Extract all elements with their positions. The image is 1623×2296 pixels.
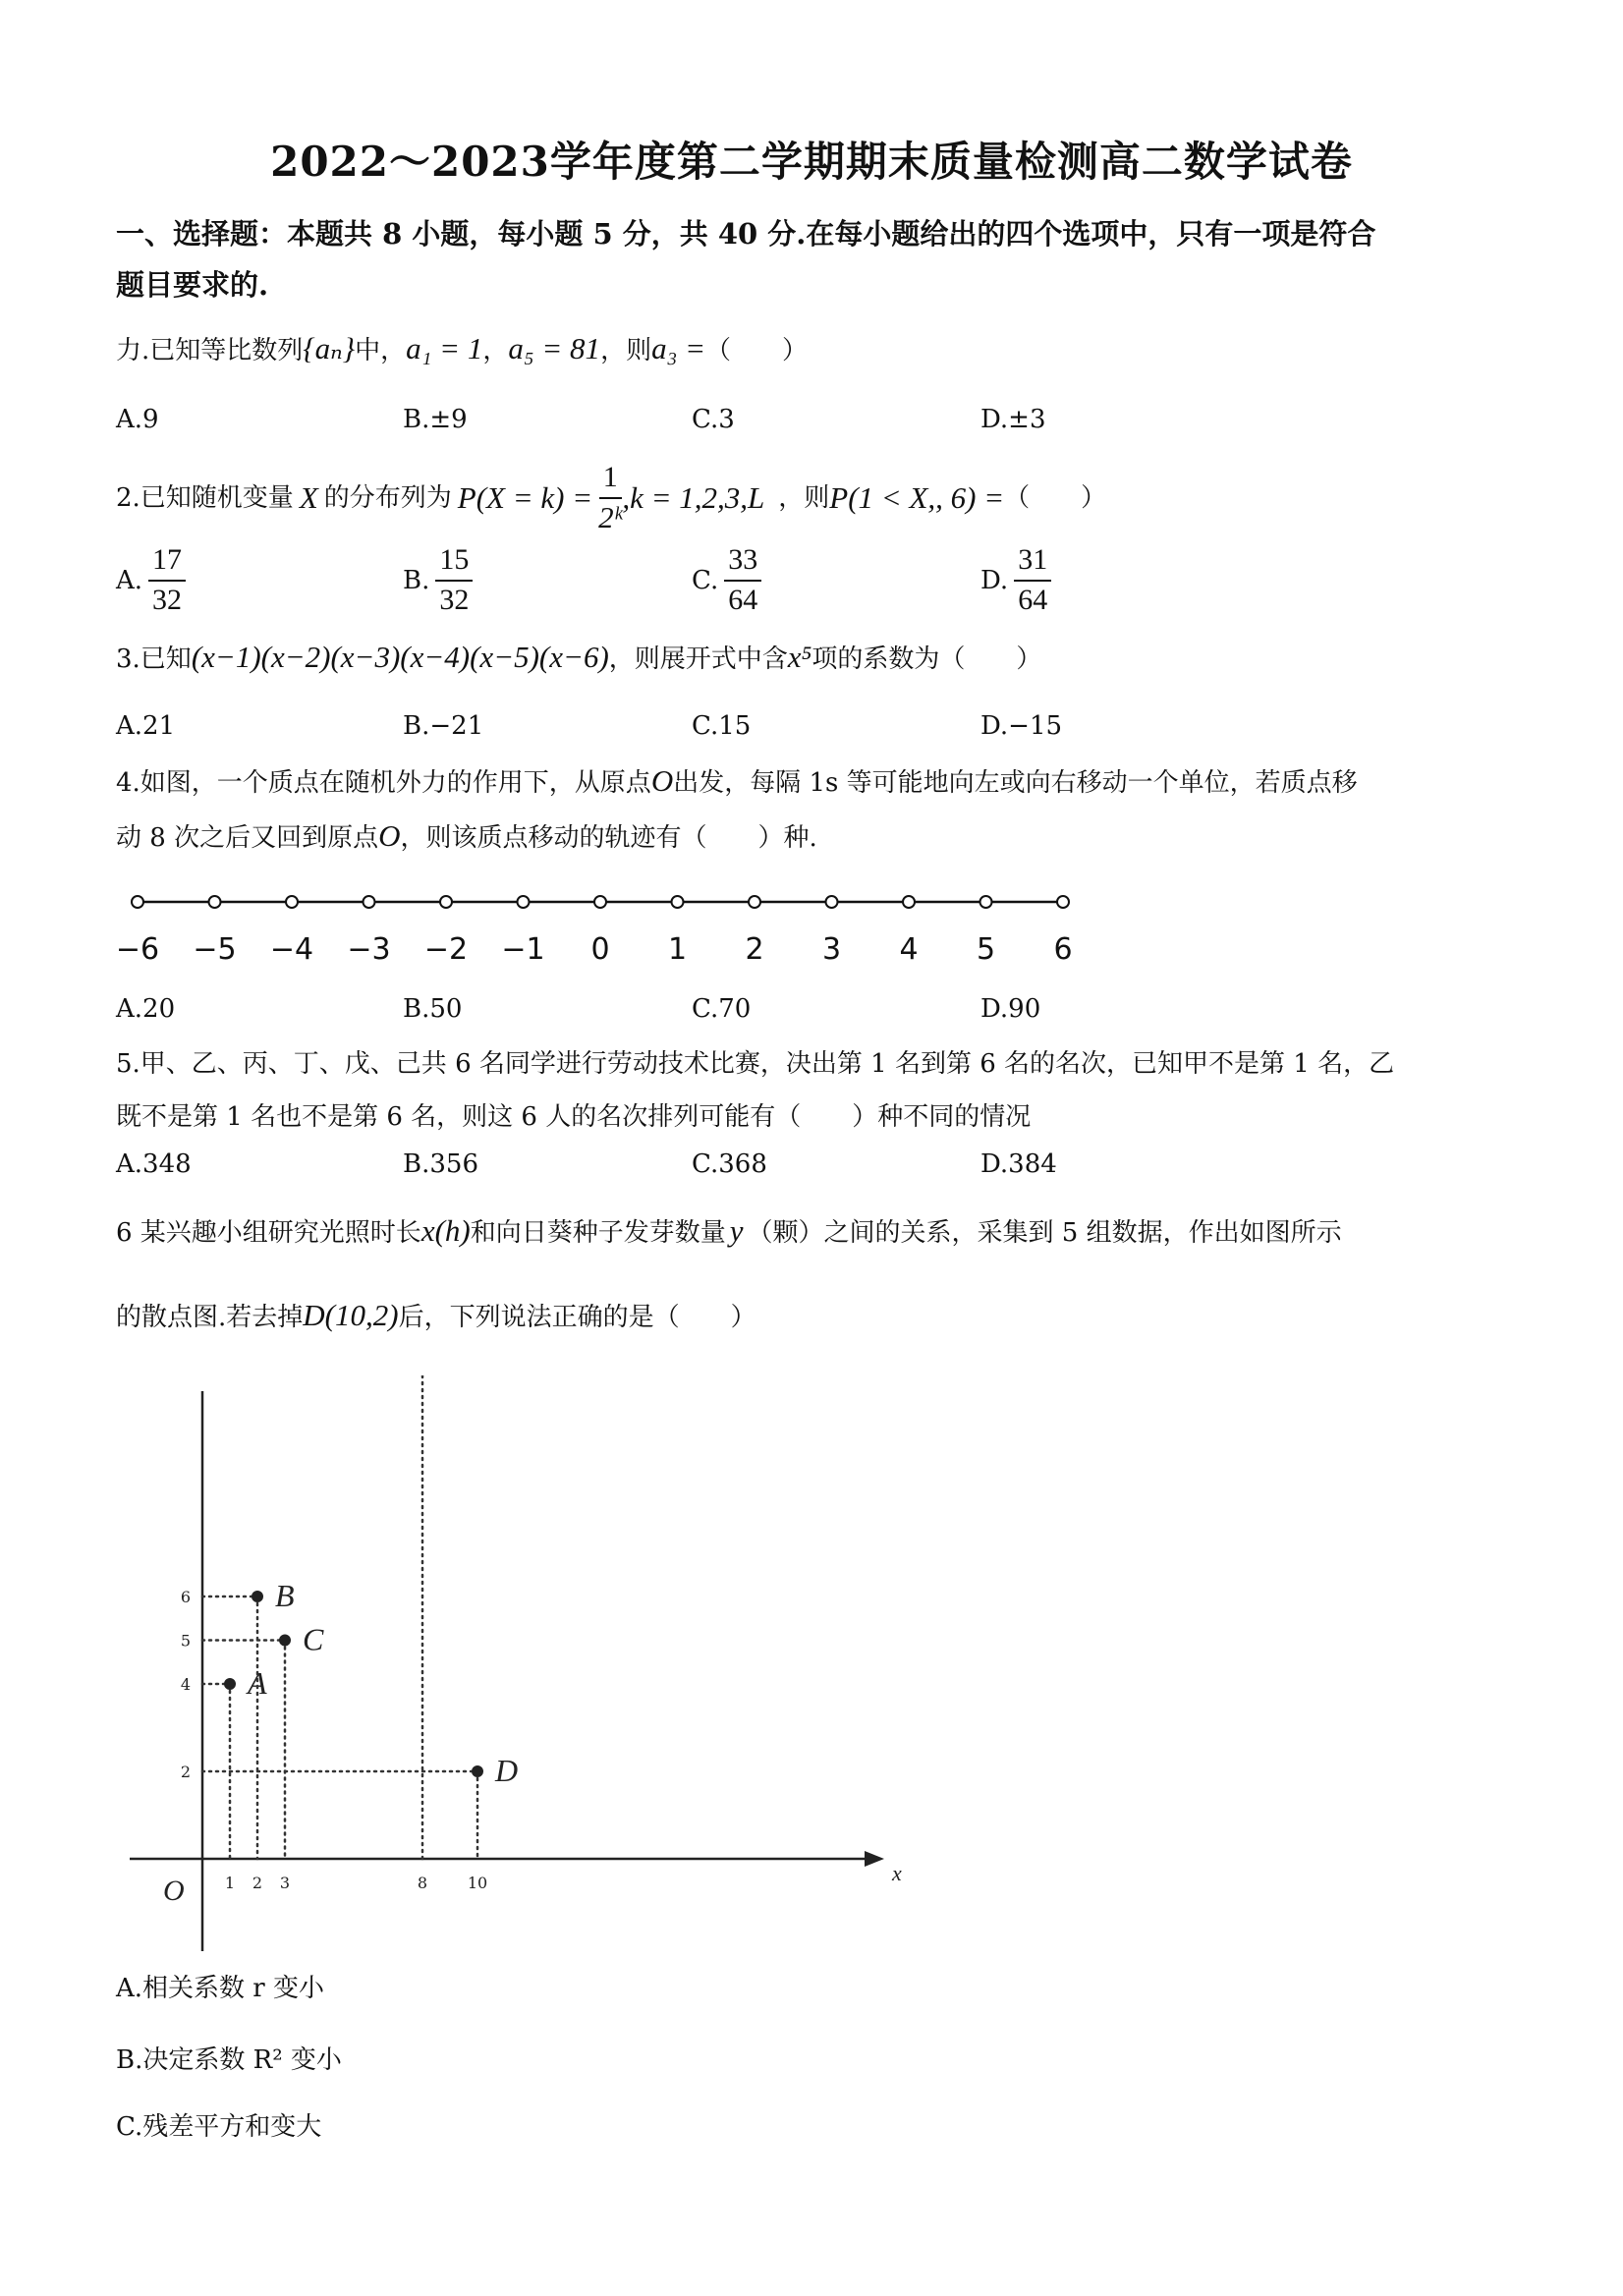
number-line-label: −5	[193, 932, 237, 967]
q1-ask: a₃ =	[651, 331, 706, 365]
number-line-point	[749, 896, 760, 908]
q5-option-d[interactable]: D.384	[980, 1149, 1057, 1179]
q6-line1-a: 6 某兴趣小组研究光照时长	[116, 1218, 421, 1248]
q2-option-a[interactable]	[116, 536, 186, 625]
q6-option-c[interactable]: C.残差平方和变大	[116, 2112, 322, 2142]
q2-option-c[interactable]	[692, 536, 761, 625]
data-point-label: C	[303, 1621, 324, 1657]
q3-option-d[interactable]: D.−15	[980, 711, 1063, 741]
q2-paren: （ ）	[1004, 483, 1107, 513]
q1-cond1: a₁ = 1	[406, 331, 483, 365]
exam-title: 2022～2023学年度第二学期期末质量检测高二数学试卷	[270, 138, 1353, 186]
q3-expression: (x−1)(x−2)(x−3)(x−4)(x−5)(x−6)	[191, 640, 609, 674]
q2-ask: P(1 < X,, 6) =	[829, 480, 1005, 515]
data-point	[473, 1766, 483, 1777]
q3-option-b[interactable]: B.−21	[403, 711, 484, 741]
origin-label: O	[163, 1875, 185, 1907]
x-tick-label: 3	[279, 1874, 291, 1892]
x-axis-label: x	[892, 1861, 902, 1885]
q4-origin-label-1: O	[650, 763, 674, 798]
q2-option-c-label: C.	[692, 566, 719, 595]
number-line-label: 3	[821, 932, 842, 967]
q6-y-variable: y	[729, 1213, 744, 1248]
q4-line1-b: 出发，每隔 1s 等可能地向左或向右移动一个单位，若质点移	[673, 768, 1358, 798]
data-point-label: D	[495, 1753, 519, 1788]
question-3-options	[116, 711, 1531, 755]
q1-option-c[interactable]: C.3	[692, 405, 735, 434]
q6-line1-c: （颗）之间的关系，采集到 5 组数据，作出如图所示	[747, 1218, 1342, 1248]
q1-paren: （ ）	[705, 336, 809, 365]
q2-option-b-label: B.	[403, 566, 430, 595]
q2-option-c-den: 64	[728, 584, 758, 616]
q1-option-a[interactable]: A.9	[116, 405, 159, 434]
number-line-label: 4	[899, 932, 919, 967]
question-3-stem	[116, 631, 1531, 686]
q1-option-b[interactable]: B.±9	[403, 405, 468, 434]
question-2-stem	[116, 460, 1531, 536]
q4-origin-label-2: O	[378, 818, 401, 853]
q4-option-b[interactable]: B.50	[403, 994, 463, 1024]
number-line-point	[903, 896, 915, 908]
x-tick-label: 10	[467, 1874, 488, 1892]
q4-line2-a: 动 8 次之后又回到原点	[116, 823, 379, 853]
number-line-point	[209, 896, 221, 908]
q1-sep: ，	[482, 336, 509, 365]
question-1-stem	[116, 322, 1531, 377]
question-6-stem-line1	[116, 1204, 1531, 1260]
number-line-point	[594, 896, 606, 908]
y-tick-label: 4	[180, 1675, 191, 1694]
q5-line1: 5.甲、乙、丙、丁、戊、己共 6 名同学进行劳动技术比赛，决出第 1 名到第 6 名的名次，已知甲不是第 1 名，乙	[116, 1049, 1395, 1079]
q6-option-a[interactable]: A.相关系数 r 变小	[116, 1974, 324, 2003]
number-line-label: 6	[1053, 932, 1073, 967]
number-line-label: 0	[590, 932, 610, 967]
question-1-options	[116, 405, 1531, 448]
number-line-point	[364, 896, 375, 908]
q2-mid2: ，则	[778, 483, 830, 513]
question-5-stem	[116, 1037, 1531, 1144]
q1-option-d[interactable]: D.±3	[980, 405, 1046, 434]
y-tick-label: 6	[180, 1588, 191, 1606]
number-line-label: 2	[745, 932, 764, 967]
q2-option-d-label: D.	[980, 566, 1009, 595]
number-line-point	[286, 896, 298, 908]
q2-option-a-label: A.	[116, 566, 143, 595]
number-line-label: −1	[501, 932, 545, 967]
q4-line1-a: 4.如图，一个质点在随机外力的作用下，从原点	[116, 768, 651, 798]
number-line-label: −3	[347, 932, 391, 967]
q5-line2: 既不是第 1 名也不是第 6 名，则这 6 人的名次排列可能有（ ）种不同的情况	[116, 1102, 1032, 1132]
q2-option-d-num: 31	[1014, 542, 1051, 582]
q6-line1-b: 和向日葵种子发芽数量	[470, 1218, 726, 1248]
number-line-label: −2	[423, 932, 469, 967]
q4-option-a[interactable]: A.20	[116, 994, 176, 1024]
section-heading	[116, 208, 1531, 310]
q4-line2	[116, 810, 1531, 865]
number-line-point	[826, 896, 838, 908]
number-line-point	[1057, 896, 1069, 908]
number-line-point	[980, 896, 992, 908]
q5-option-b[interactable]: B.356	[403, 1149, 478, 1179]
number-line-label: −4	[269, 932, 314, 967]
q3-term: x⁵	[787, 640, 812, 674]
section-heading-line1: 一、选择题：本题共 8 小题，每小题 5 分，共 40 分.在每小题给出的四个选项中，只有一项是符合	[116, 217, 1376, 251]
q2-option-d-den: 64	[1018, 584, 1048, 616]
x-axis-arrow	[865, 1851, 884, 1867]
q2-option-b-num: 15	[435, 542, 473, 582]
number-line-point	[440, 896, 452, 908]
question-6-stem-line2	[116, 1289, 1531, 1344]
q4-line1	[116, 755, 1531, 810]
section-heading-line2: 题目要求的.	[116, 268, 269, 302]
data-point	[252, 1592, 263, 1602]
q6-option-b[interactable]: B.决定系数 R² 变小	[116, 2045, 342, 2075]
number-line-point	[518, 896, 530, 908]
question-4-options	[116, 994, 1531, 1037]
x-tick-label: 8	[417, 1874, 428, 1892]
q2-variable: X	[299, 480, 318, 515]
q2-fraction	[598, 460, 622, 536]
q4-option-c[interactable]: C.70	[692, 994, 752, 1024]
q1-sequence: {aₙ}	[303, 331, 356, 365]
q2-lhs: P(X = k) =	[457, 480, 593, 515]
q2-mid: 的分布列为	[323, 483, 452, 513]
q3-option-a[interactable]: A.21	[116, 711, 176, 741]
q6-line2-a: 的散点图.若去掉	[116, 1303, 304, 1332]
data-point	[225, 1679, 236, 1690]
q3-prefix: 3.已知	[116, 644, 192, 674]
question-5-options	[116, 1149, 1531, 1193]
data-point-label: A	[248, 1665, 267, 1701]
question-2-options	[116, 536, 1531, 625]
q2-fraction-denominator: 2ᵏ	[598, 500, 623, 534]
number-line-point	[132, 896, 143, 908]
number-line-label: −6	[116, 932, 160, 967]
x-tick-label: 2	[252, 1874, 263, 1892]
q2-option-b-den: 32	[439, 584, 470, 616]
q2-option-d[interactable]	[980, 536, 1051, 625]
q2-option-a-den: 32	[152, 584, 183, 616]
y-tick-label: 2	[180, 1763, 191, 1781]
question-4-stem	[116, 755, 1531, 865]
q2-option-b[interactable]	[403, 536, 473, 625]
scatter-plot-figure	[116, 1375, 931, 1965]
q5-option-a[interactable]: A.348	[116, 1149, 192, 1179]
number-line-figure	[116, 884, 1098, 973]
q6-x-variable: x(h)	[420, 1213, 471, 1248]
q1-mid1: 中，	[355, 336, 407, 365]
q6-line2-b: 后，下列说法正确的是（ ）	[398, 1303, 756, 1332]
q3-option-c[interactable]: C.15	[692, 711, 752, 741]
q2-fraction-numerator: 1	[599, 460, 622, 499]
q5-option-c[interactable]: C.368	[692, 1149, 767, 1179]
y-tick-label: 5	[180, 1631, 191, 1651]
q4-line2-b: ，则该质点移动的轨迹有（ ）种.	[400, 823, 817, 853]
number-line-label: 1	[667, 932, 688, 967]
q2-rhs: ,k = 1,2,3,L	[622, 480, 765, 515]
q2-option-a-num: 17	[148, 542, 186, 582]
q2-prefix: 2.已知随机变量	[116, 483, 294, 513]
q3-suffix: 项的系数为（ ）	[812, 644, 1042, 674]
q1-cond2: a₅ = 81	[508, 331, 601, 365]
number-line-point	[672, 896, 684, 908]
data-point	[280, 1635, 291, 1646]
q3-mid: ，则展开式中含	[608, 644, 788, 674]
number-line-label: 5	[976, 932, 996, 967]
q4-option-d[interactable]: D.90	[980, 994, 1041, 1024]
data-point-label: B	[275, 1578, 295, 1613]
x-tick-label: 1	[224, 1874, 236, 1892]
q1-prefix: 力.已知等比数列	[116, 336, 304, 365]
q6-point-d: D(10,2)	[303, 1298, 399, 1332]
q1-mid2: ，则	[600, 336, 652, 365]
q2-option-c-num: 33	[724, 542, 761, 582]
